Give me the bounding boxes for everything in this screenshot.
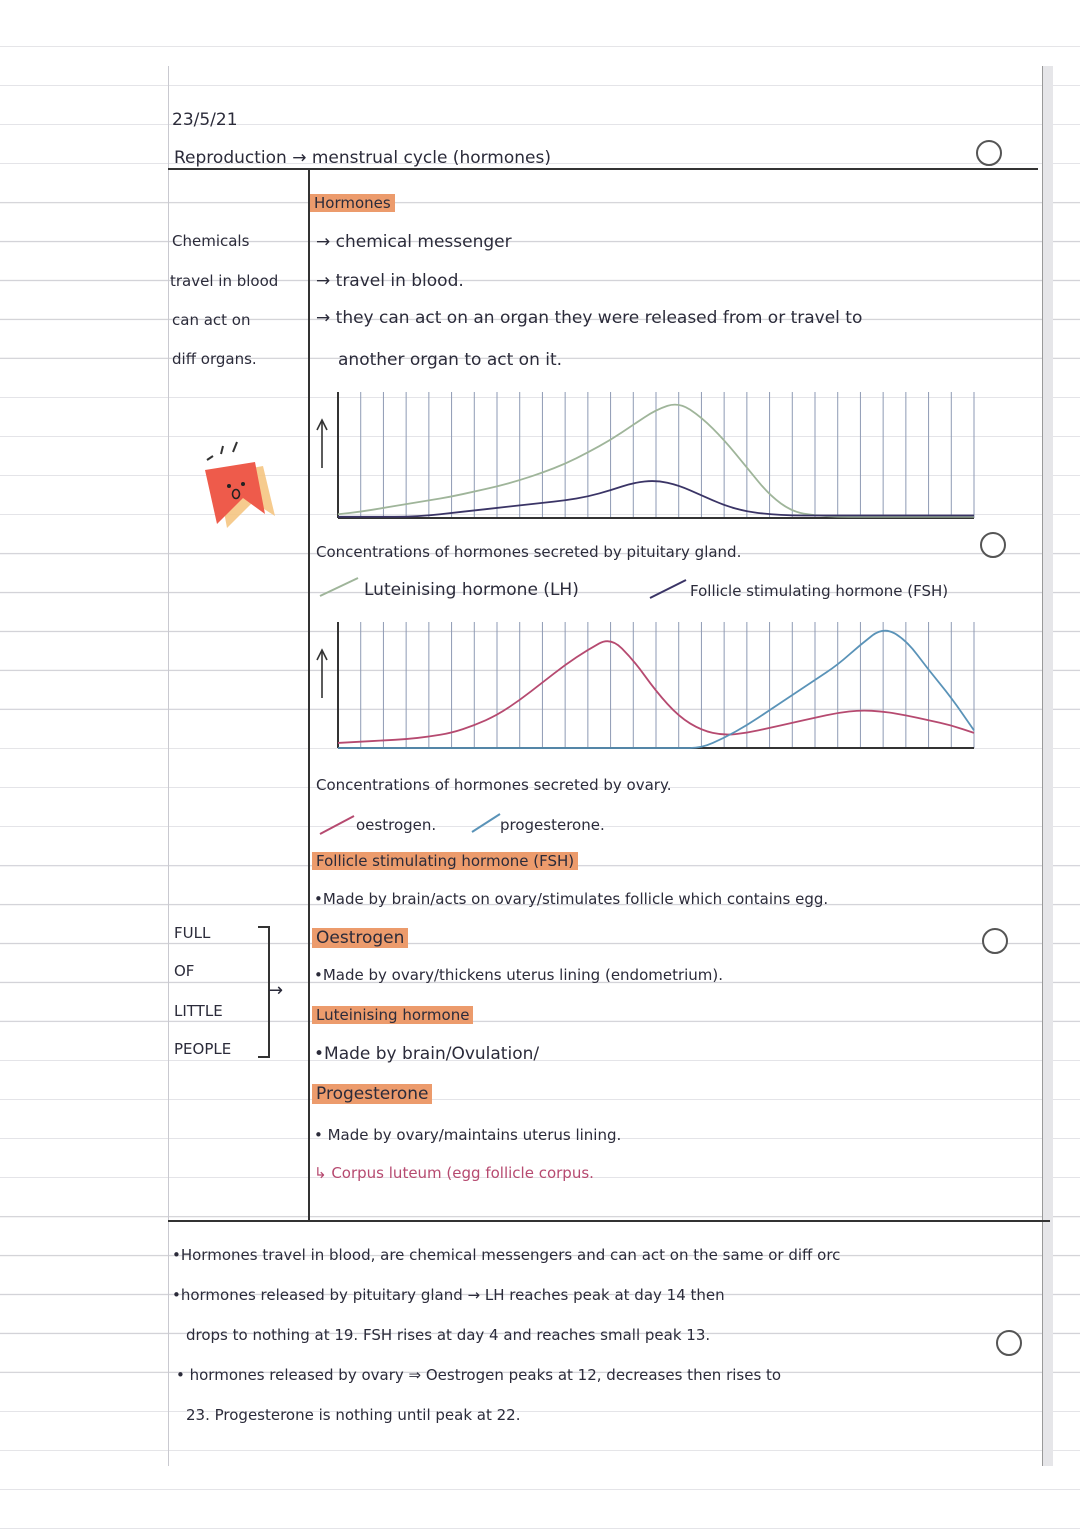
header-divider xyxy=(168,168,1038,170)
summary-divider xyxy=(168,1220,1050,1222)
legend-oestrogen: oestrogen. xyxy=(356,816,437,834)
notebook-binding xyxy=(1042,66,1053,1466)
chart-grid xyxy=(317,622,974,748)
pituitary-hormone-chart xyxy=(310,386,990,526)
punch-hole-icon xyxy=(982,928,1008,954)
lh-heading: Luteinising hormone xyxy=(312,1006,473,1024)
hormones-bullet: → travel in blood. xyxy=(316,271,464,291)
legend-progesterone: progesterone. xyxy=(500,816,605,834)
note-date: 23/5/21 xyxy=(172,110,238,130)
lh-definition: •Made by brain/Ovulation/ xyxy=(314,1044,540,1064)
corpus-luteum-note: ↳ Corpus luteum (egg follicle corpus. xyxy=(314,1164,594,1182)
left-note-line: Chemicals xyxy=(172,232,250,250)
chart-grid xyxy=(317,392,974,518)
oestrogen-legend-swatch xyxy=(318,814,358,836)
chart-title: Concentrations of hormones secreted by ovary. xyxy=(316,776,672,794)
summary-line: •Hormones travel in blood, are chemical messengers and can act on the same or diff orc xyxy=(172,1246,841,1264)
summary-line: drops to nothing at 19. FSH rises at day 4 and reaches small peak 13. xyxy=(186,1326,711,1344)
arrow-right-icon: → xyxy=(268,980,284,1001)
legend-fsh: Follicle stimulating hormone (FSH) xyxy=(690,582,949,600)
mnemonic-word: LITTLE xyxy=(174,1002,223,1020)
summary-line: •hormones released by pituitary gland → LH reaches peak at day 14 then xyxy=(172,1286,725,1304)
legend-lh: Luteinising hormone (LH) xyxy=(364,580,579,600)
fsh-heading: Follicle stimulating hormone (FSH) xyxy=(312,852,578,870)
mnemonic-word: FULL xyxy=(174,924,211,942)
chart-title: Concentrations of hormones secreted by pituitary gland. xyxy=(316,543,742,561)
oestrogen-heading: Oestrogen xyxy=(312,928,408,948)
punch-hole-icon xyxy=(980,532,1006,558)
hormones-bullet-cont: another organ to act on it. xyxy=(338,350,563,370)
progesterone-definition: • Made by ovary/maintains uterus lining. xyxy=(314,1126,622,1144)
fsh-legend-swatch xyxy=(648,578,688,600)
oestrogen-definition: •Made by ovary/thickens uterus lining (endometrium). xyxy=(314,966,724,984)
punch-hole-icon xyxy=(996,1330,1022,1356)
ovary-hormone-chart xyxy=(310,616,990,756)
progesterone-legend-swatch xyxy=(470,812,504,834)
left-note-line: diff organs. xyxy=(172,350,257,368)
fsh-definition: •Made by brain/acts on ovary/stimulates follicle which contains egg. xyxy=(314,890,829,908)
face-sticker-icon xyxy=(203,436,293,536)
mnemonic-word: PEOPLE xyxy=(174,1040,232,1058)
summary-line: • hormones released by ovary ⇒ Oestrogen peaks at 12, decreases then rises to xyxy=(176,1366,782,1384)
summary-line: 23. Progesterone is nothing until peak at 22. xyxy=(186,1406,521,1424)
margin-line xyxy=(168,66,169,1466)
left-note-line: travel in blood xyxy=(170,272,279,290)
hormones-heading: Hormones xyxy=(310,194,395,212)
lh-legend-swatch xyxy=(318,576,362,598)
punch-hole-icon xyxy=(976,140,1002,166)
hormones-bullet: → chemical messenger xyxy=(316,232,512,252)
left-note-line: can act on xyxy=(172,311,251,329)
mnemonic-word: OF xyxy=(174,962,195,980)
note-title: Reproduction → menstrual cycle (hormones) xyxy=(174,148,551,168)
progesterone-heading: Progesterone xyxy=(312,1084,432,1104)
hormones-bullet: → they can act on an organ they were released from or travel to xyxy=(316,308,863,328)
